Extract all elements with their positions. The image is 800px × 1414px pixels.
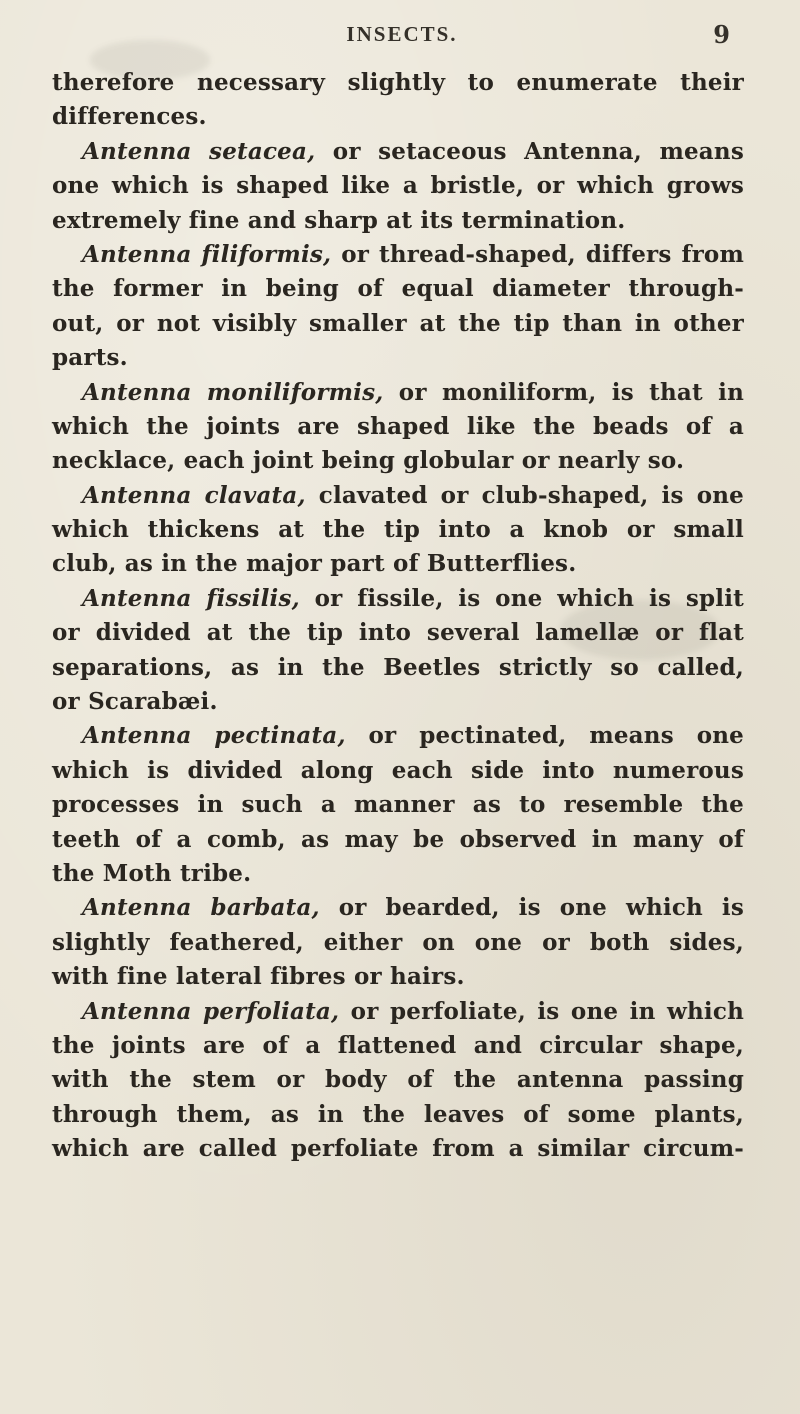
text-line: the joints are of a flattened and circular shape, [52, 1031, 744, 1059]
page-number: 9 [713, 20, 730, 49]
latin-term: Antenna clavata, [82, 481, 306, 509]
latin-term: Antenna moniliformis, [82, 378, 384, 406]
definition-text: or perfoliate, is one in which [339, 997, 744, 1025]
latin-term: Antenna barbata, [82, 894, 320, 922]
body-text [52, 66, 744, 1167]
text-line: differences. [52, 103, 207, 131]
text-line: or divided at the tip into several lamellæ or flat [52, 619, 744, 647]
text-line: therefore necessary slightly to enumerate their [52, 69, 744, 96]
text-line: with the stem or body of the antenna passing [52, 1066, 744, 1094]
definition-text: or setaceous Antenna, means [315, 137, 744, 165]
text-line: teeth of a comb, as may be observed in many of [52, 825, 744, 853]
text-line: with fine lateral fibres or hairs. [52, 963, 465, 991]
definition-line [52, 582, 744, 616]
text-line: or Scarabæi. [52, 688, 218, 716]
definition-line [52, 376, 744, 410]
text-line: which are called perfoliate from a similar circum- [52, 1135, 744, 1163]
text-line: which is divided along each side into numerous [52, 756, 744, 784]
text-line: out, or not visibly smaller at the tip than in other [52, 309, 744, 337]
text-line: through them, as in the leaves of some plants, [52, 1100, 744, 1128]
definition-text: clavated or club-shaped, is one [305, 481, 744, 509]
text-line: separations, as in the Beetles strictly so called, [52, 653, 744, 681]
definition-line [52, 238, 744, 272]
definition-text: or pectinated, means one [345, 722, 745, 750]
definition-line [52, 719, 744, 753]
text-line: parts. [52, 344, 128, 372]
latin-term: Antenna filiformis, [82, 240, 332, 268]
running-head: INSECTS. [346, 22, 458, 46]
definition-text: or moniliform, is that in [383, 378, 745, 406]
text-line: which thickens at the tip into a knob or small [52, 516, 744, 544]
latin-term: Antenna fissilis, [82, 584, 300, 612]
definition-line [52, 995, 744, 1029]
text-line: club, as in the major part of Butterflies. [52, 550, 577, 578]
text-line: the former in being of equal diameter through- [52, 275, 744, 303]
latin-term: Antenna setacea, [82, 137, 316, 165]
definition-text: or bearded, is one which is [319, 894, 744, 922]
page-header [52, 14, 752, 54]
text-line: slightly feathered, either on one or both sides, [52, 928, 744, 956]
text-line: necklace, each joint being globular or nearly so. [52, 447, 685, 475]
definition-text: or fissile, is one which is split [299, 584, 745, 612]
definition-line [52, 135, 744, 169]
text-line: extremely fine and sharp at its termination. [52, 206, 626, 234]
latin-term: Antenna pectinata, [82, 722, 346, 750]
definition-line [52, 479, 744, 513]
text-line: which the joints are shaped like the beads of a [52, 412, 744, 440]
definition-line [52, 891, 744, 925]
text-line: processes in such a manner as to resemble the [52, 791, 744, 819]
text-line: the Moth tribe. [52, 859, 252, 887]
definition-text: or thread-shaped, differs from [331, 240, 744, 268]
latin-term: Antenna perfoliata, [82, 997, 340, 1025]
text-line: one which is shaped like a bristle, or which grows [52, 172, 744, 200]
